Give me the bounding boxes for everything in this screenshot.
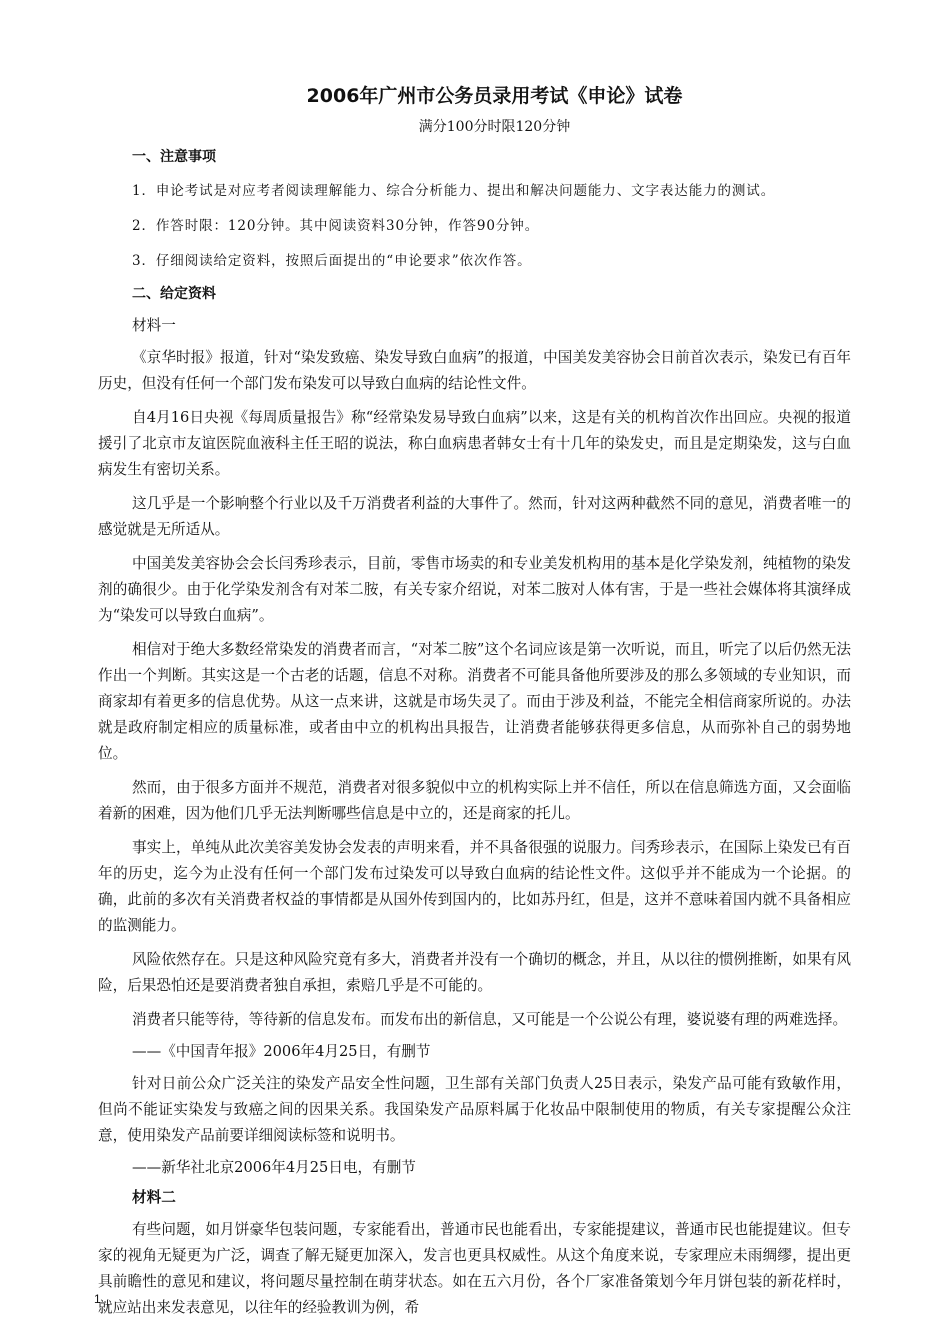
material-paragraph: 这几乎是一个影响整个行业以及千万消费者利益的大事件了。然而，针对这两种截然不同的意见，消费者唯一的感觉就是无所适从。	[98, 495, 851, 538]
material-paragraph: 自4月16日央视《每周质量报告》称“经常染发易导致白血病”以来，这是有关的机构首次作出回应。央视的报道援引了北京市友谊医院血液科主任王昭的说法，称白血病患者韩女士有十几年的染发史，而且是定期染发，这与白血病发生有密切关系。	[98, 409, 851, 478]
material-paragraph: 事实上，单纯从此次美容美发协会发表的声明来看，并不具备很强的说服力。闫秀珍表示，在国际上染发已有百年的历史，迄今为止没有任何一个部门发布过染发可以导致白血病的结论性文件。这似乎并不能成为一个论据。的确，此前的多次有关消费者权益的事情都是从国外传到国内的，比如苏丹红，但是，这并不意味着国内就不具备相应的监测能力。	[98, 839, 851, 934]
page-content	[98, 82, 851, 1329]
page-title: 2006年广州市公务员录用考试《申论》试卷	[306, 85, 683, 107]
note-item: 3．仔细阅读给定资料，按照后面提出的“申论要求”依次作答。	[132, 253, 532, 269]
material-paragraph: 《京华时报》报道，针对“染发致癌、染发导致白血病”的报道，中国美发美容协会日前首次表示，染发已有百年历史，但没有任何一个部门发布染发可以导致白血病的结论性文件。	[98, 349, 851, 392]
page-number: 1	[94, 1292, 101, 1306]
section-heading-notes: 一、注意事项	[132, 149, 216, 165]
section-heading-materials: 二、给定资料	[132, 286, 216, 302]
source-citation: ——《中国青年报》2006年4月25日，有删节	[132, 1043, 431, 1060]
material-paragraph: 有些问题，如月饼豪华包装问题，专家能看出，普通市民也能看出，专家能提建议，普通市民也能提建议。但专家的视角无疑更为广泛，调查了解无疑更加深入，发言也更具权威性。从这个角度来说，专家理应未雨绸缪，提出更具前瞻性的意见和建议，将问题尽量控制在萌芽状态。如在五六月份，各个厂家准备策划今年月饼包装的新花样时，就应站出来发表意见，以往年的经验教训为例，希	[98, 1221, 851, 1316]
material-two-label: 材料二	[132, 1189, 176, 1206]
material-paragraph: 然而，由于很多方面并不规范，消费者对很多貌似中立的机构实际上并不信任，所以在信息筛选方面，又会面临着新的困难，因为他们几乎无法判断哪些信息是中立的，还是商家的托儿。	[98, 779, 851, 822]
material-paragraph: 消费者只能等待，等待新的信息发布。而发布出的新信息，又可能是一个公说公有理，婆说婆有理的两难选择。	[132, 1011, 848, 1028]
material-one-label: 材料一	[132, 317, 176, 334]
material-paragraph: 风险依然存在。只是这种风险究竟有多大，消费者并没有一个确切的概念，并且，从以往的惯例推断，如果有风险，后果恐怕还是要消费者独自承担，索赔几乎是不可能的。	[98, 951, 851, 994]
note-item: 2．作答时限：120分钟。其中阅读资料30分钟，作答90分钟。	[132, 218, 540, 234]
material-paragraph: 相信对于绝大多数经常染发的消费者而言，“对苯二胺”这个名词应该是第一次听说，而且，听完了以后仍然无法作出一个判断。其实这是一个古老的话题，信息不对称。消费者不可能具备他所要涉及的那么多领域的专业知识，而商家却有着更多的信息优势。从这一点来讲，这就是市场失灵了。而由于涉及利益，不能完全相信商家所说的。办法就是政府制定相应的质量标准，或者由中立的机构出具报告，让消费者能够获得更多信息，从而弥补自己的弱势地位。	[98, 641, 851, 762]
page-subtitle: 满分100分时限120分钟	[418, 119, 571, 135]
material-paragraph: 针对日前公众广泛关注的染发产品安全性问题，卫生部有关部门负责人25日表示，染发产品可能有致敏作用，但尚不能证实染发与致癌之间的因果关系。我国染发产品原料属于化妆品中限制使用的物质，有关专家提醒公众注意，使用染发产品前要详细阅读标签和说明书。	[98, 1075, 851, 1144]
source-citation: ——新华社北京2006年4月25日电，有删节	[132, 1159, 416, 1176]
note-item: 1．申论考试是对应考者阅读理解能力、综合分析能力、提出和解决问题能力、文字表达能力的测试。	[132, 183, 776, 199]
material-paragraph: 中国美发美容协会会长闫秀珍表示，目前，零售市场卖的和专业美发机构用的基本是化学染发剂，纯植物的染发剂的确很少。由于化学染发剂含有对苯二胺，有关专家介绍说，对苯二胺对人体有害，于是一些社会媒体将其演绎成为“染发可以导致白血病”。	[98, 555, 851, 624]
